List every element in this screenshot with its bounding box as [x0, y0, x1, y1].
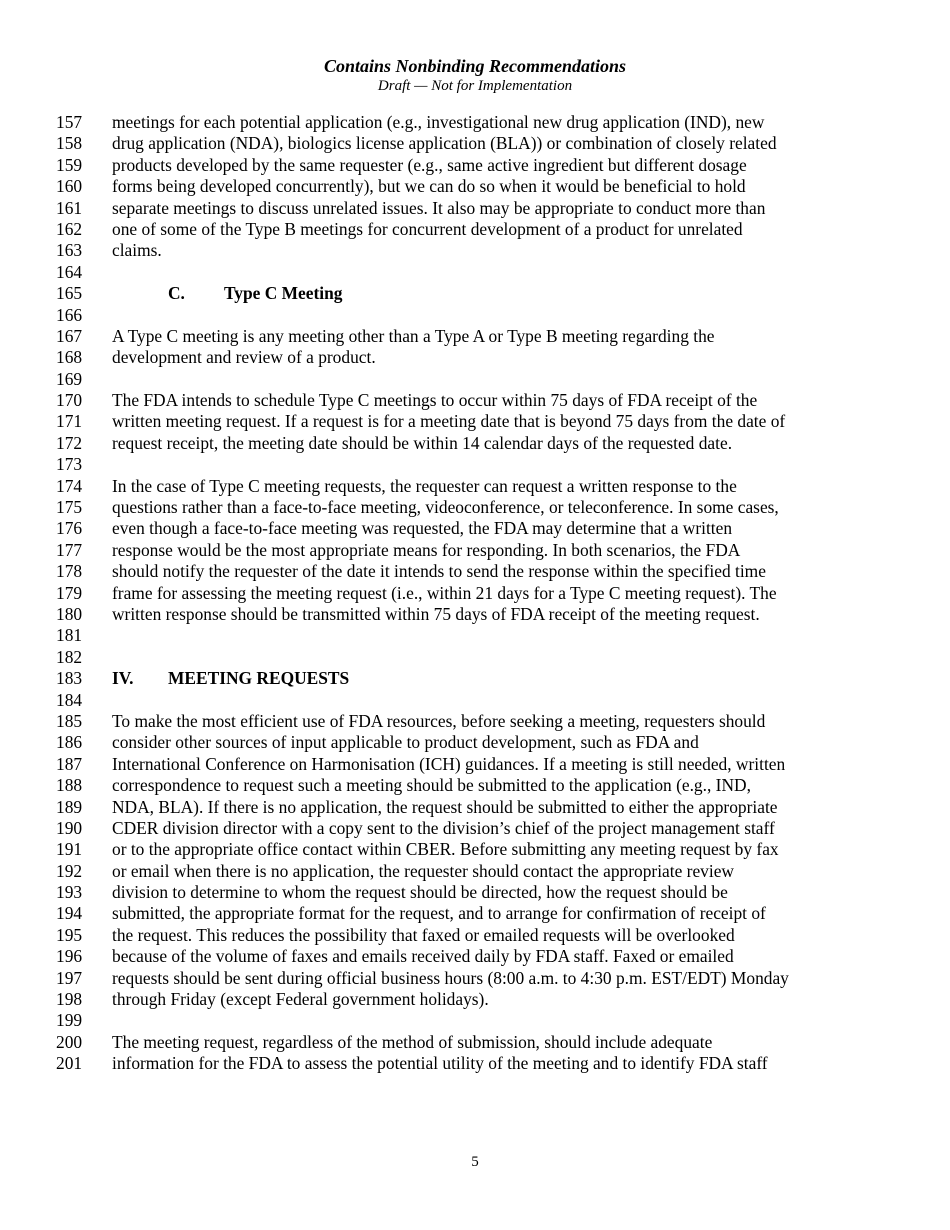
line-number: 175 — [56, 497, 83, 518]
line-text: correspondence to request such a meeting should be submitted to the application (e.g., IND, — [112, 775, 751, 796]
text-line — [0, 176, 950, 197]
text-line — [0, 369, 950, 390]
section-heading-row — [0, 668, 950, 689]
line-number: 161 — [56, 197, 83, 218]
line-text: questions rather than a face-to-face meeting, videoconference, or teleconference. In some cases, — [112, 497, 779, 518]
text-line — [0, 518, 950, 539]
text-line — [0, 476, 950, 497]
line-text: The FDA intends to schedule Type C meetings to occur within 75 days of FDA receipt of the — [112, 390, 758, 411]
line-number: 185 — [56, 710, 83, 731]
line-text: division to determine to whom the request should be directed, how the request should be — [112, 882, 728, 903]
line-text: the request. This reduces the possibility that faxed or emailed requests will be overlooked — [112, 924, 735, 945]
line-number: 179 — [56, 582, 83, 603]
line-text: meetings for each potential application (e.g., investigational new drug application (IND), new — [112, 112, 765, 132]
line-text: development and review of a product. — [112, 347, 376, 368]
text-line — [0, 433, 950, 454]
line-number: 194 — [56, 903, 83, 924]
text-line — [0, 946, 950, 967]
text-line — [0, 390, 950, 411]
section-heading — [168, 283, 343, 304]
line-text: To make the most efficient use of FDA resources, before seeking a meeting, requesters should — [112, 710, 766, 731]
line-number: 193 — [56, 882, 83, 903]
text-line — [0, 497, 950, 518]
line-number: 186 — [56, 732, 83, 753]
line-number: 195 — [56, 924, 83, 945]
line-text: through Friday (except Federal government holidays). — [112, 989, 489, 1010]
text-line — [0, 711, 950, 732]
line-number: 199 — [56, 1010, 83, 1031]
text-line — [0, 690, 950, 711]
line-number: 160 — [56, 176, 83, 197]
line-number: 180 — [56, 603, 83, 624]
line-number: 189 — [56, 796, 83, 817]
text-line — [0, 903, 950, 924]
line-text: because of the volume of faxes and emails received daily by FDA staff. Faxed or emailed — [112, 946, 734, 967]
text-line — [0, 155, 950, 176]
text-line — [0, 1010, 950, 1031]
text-line — [0, 219, 950, 240]
line-number: 166 — [56, 304, 83, 325]
line-text: frame for assessing the meeting request (i.e., within 21 days for a Type C meeting request). The — [112, 582, 777, 603]
line-text: consider other sources of input applicable to product development, such as FDA and — [112, 732, 699, 753]
line-text: request receipt, the meeting date should be within 14 calendar days of the requested date. — [112, 432, 733, 453]
line-number: 158 — [56, 133, 83, 154]
text-line — [0, 861, 950, 882]
line-text: should notify the requester of the date it intends to send the response within the specified time — [112, 561, 766, 582]
section-heading-label: C. — [168, 283, 185, 304]
line-number: 164 — [56, 261, 83, 282]
line-number: 191 — [56, 839, 83, 860]
text-line — [0, 454, 950, 475]
line-number: 157 — [56, 112, 83, 132]
line-number: 169 — [56, 368, 83, 389]
line-text: The meeting request, regardless of the method of submission, should include adequate — [112, 1031, 713, 1052]
line-text: requests should be sent during official business hours (8:00 a.m. to 4:30 p.m. EST/EDT) Monday — [112, 967, 789, 988]
line-text: NDA, BLA). If there is no application, the request should be submitted to either the appropriate — [112, 796, 778, 817]
section-heading — [112, 668, 349, 689]
section-heading-row — [0, 283, 950, 304]
text-line — [0, 411, 950, 432]
text-line — [0, 797, 950, 818]
line-text: written response should be transmitted within 75 days of FDA receipt of the meeting request. — [112, 603, 760, 624]
section-heading-label: IV. — [112, 668, 134, 689]
line-text: In the case of Type C meeting requests, the requester can request a written response to the — [112, 475, 737, 496]
line-text: products developed by the same requester (e.g., same active ingredient but different dosage — [112, 154, 747, 175]
text-line — [0, 839, 950, 860]
line-number: 182 — [56, 646, 83, 667]
line-text: CDER division director with a copy sent to the division’s chief of the project management staff — [112, 817, 775, 838]
section-heading-title: MEETING REQUESTS — [168, 668, 350, 689]
line-text: claims. — [112, 240, 162, 261]
line-text: one of some of the Type B meetings for concurrent development of a product for unrelated — [112, 218, 743, 239]
text-line — [0, 1053, 950, 1074]
text-line — [0, 133, 950, 154]
line-number: 167 — [56, 325, 83, 346]
text-line — [0, 347, 950, 368]
line-number: 192 — [56, 860, 83, 881]
section-heading-title: Type C Meeting — [224, 283, 343, 304]
text-line — [0, 326, 950, 347]
line-number: 201 — [56, 1053, 83, 1074]
text-line — [0, 925, 950, 946]
page-number: 5 — [471, 1154, 479, 1170]
line-number: 198 — [56, 989, 83, 1010]
line-text: or email when there is no application, the requester should contact the appropriate review — [112, 860, 734, 881]
line-number: 190 — [56, 817, 83, 838]
line-text: A Type C meeting is any meeting other than a Type A or Type B meeting regarding the — [112, 325, 715, 346]
text-line — [0, 732, 950, 753]
line-number: 162 — [56, 218, 83, 239]
text-line — [0, 583, 950, 604]
text-line — [0, 625, 950, 646]
document-body — [0, 112, 950, 1075]
line-number: 163 — [56, 240, 83, 261]
page-header-subtitle: Draft — Not for Implementation — [377, 78, 573, 94]
line-number: 174 — [56, 475, 83, 496]
line-number: 184 — [56, 689, 83, 710]
text-line — [0, 989, 950, 1010]
text-line — [0, 647, 950, 668]
line-number: 197 — [56, 967, 83, 988]
line-text: submitted, the appropriate format for the request, and to arrange for confirmation of receipt of — [112, 903, 766, 924]
line-number: 188 — [56, 775, 83, 796]
line-number: 159 — [56, 154, 83, 175]
line-number: 177 — [56, 539, 83, 560]
line-text: International Conference on Harmonisation (ICH) guidances. If a meeting is still needed, written — [112, 753, 786, 774]
line-number: 176 — [56, 518, 83, 539]
text-line — [0, 561, 950, 582]
text-line — [0, 112, 950, 133]
line-number: 178 — [56, 561, 83, 582]
text-line — [0, 818, 950, 839]
text-line — [0, 198, 950, 219]
line-text: drug application (NDA), biologics license application (BLA)) or combination of closely related — [112, 133, 777, 154]
text-line — [0, 968, 950, 989]
line-number: 181 — [56, 625, 83, 646]
line-number: 172 — [56, 432, 83, 453]
text-line — [0, 540, 950, 561]
text-line — [0, 240, 950, 261]
line-text: forms being developed concurrently), but we can do so when it would be beneficial to hold — [112, 176, 746, 197]
line-text: or to the appropriate office contact within CBER. Before submitting any meeting request by fax — [112, 839, 779, 860]
line-text: even though a face-to-face meeting was requested, the FDA may determine that a written — [112, 518, 733, 539]
line-number: 170 — [56, 390, 83, 411]
line-number: 173 — [56, 454, 83, 475]
line-text: response would be the most appropriate means for responding. In both scenarios, the FDA — [112, 539, 741, 560]
page-header-title: Contains Nonbinding Recommendations — [323, 56, 627, 76]
text-line — [0, 775, 950, 796]
line-number: 200 — [56, 1031, 83, 1052]
text-line — [0, 1032, 950, 1053]
line-number: 168 — [56, 347, 83, 368]
line-number: 171 — [56, 411, 83, 432]
line-number: 196 — [56, 946, 83, 967]
line-number: 183 — [56, 668, 83, 689]
text-line — [0, 262, 950, 283]
line-number: 187 — [56, 753, 83, 774]
text-line — [0, 882, 950, 903]
text-line — [0, 604, 950, 625]
line-text: written meeting request. If a request is for a meeting date that is beyond 75 days from the date of — [112, 411, 786, 432]
line-text: separate meetings to discuss unrelated issues. It also may be appropriate to conduct more than — [112, 197, 766, 218]
line-text: information for the FDA to assess the potential utility of the meeting and to identify FDA staff — [112, 1053, 768, 1074]
text-line — [0, 754, 950, 775]
line-number: 165 — [56, 283, 83, 304]
text-line — [0, 305, 950, 326]
